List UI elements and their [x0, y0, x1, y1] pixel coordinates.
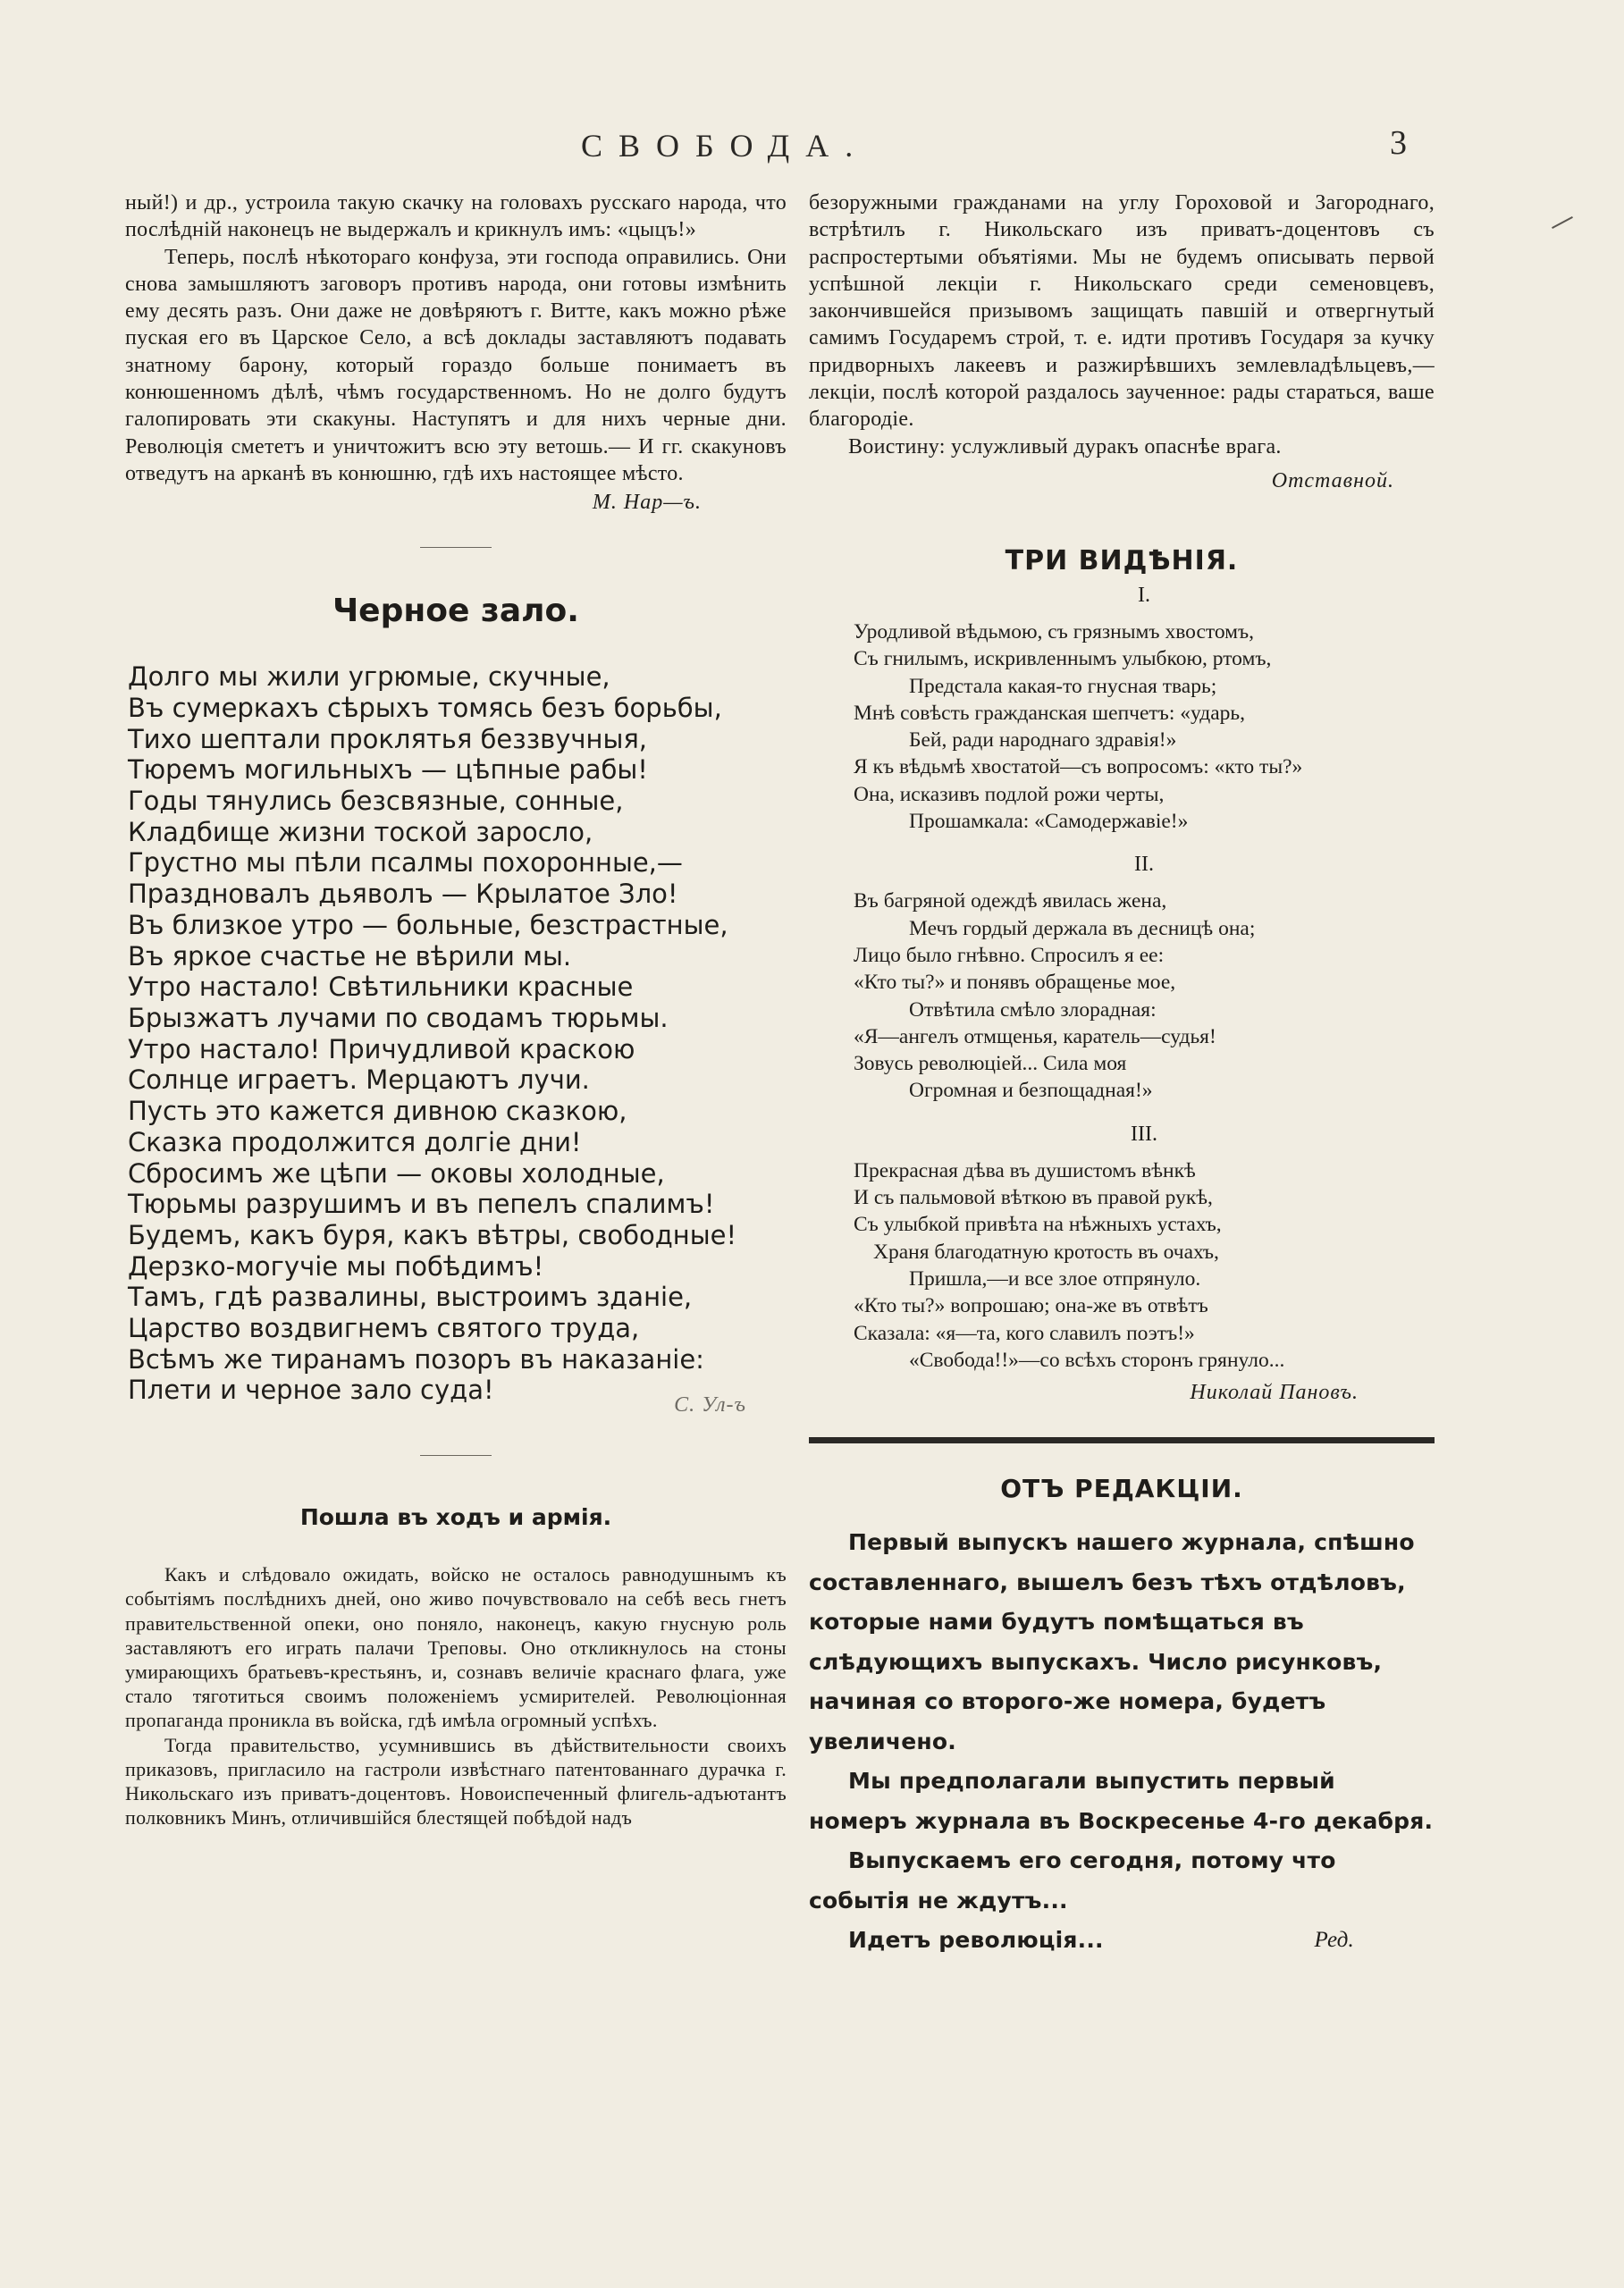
editorial-signature: Ред.: [1314, 1928, 1354, 1953]
poem-line: Въ близкое утро — больные, безстрастные,: [128, 909, 728, 940]
poem-line: Прошамкала: «Самодержавіе!»: [909, 810, 1189, 834]
left-column: [125, 189, 787, 1830]
running-head-title: СВОБОДА.: [581, 128, 870, 164]
section-rule: [809, 1437, 1435, 1443]
article-title: Пошла въ ходъ и армія.: [299, 1504, 612, 1531]
poem-line: Годы тянулись безсвязные, сонные,: [128, 786, 624, 817]
poem-line: Сказала: «я—та, кого славилъ поэтъ!»: [854, 1321, 1195, 1345]
article-paragraph: ный!) и др., устроила такую скачку на головахъ русскаго народа, что послѣдній наконецъ не выдержалъ и крикнулъ имъ: «цыцъ!»: [125, 191, 787, 242]
poem-signature: Николай Пановъ.: [1190, 1381, 1359, 1405]
divider: [420, 547, 492, 548]
poem-title: Черное зало.: [332, 593, 579, 630]
poem-line: Грустно мы пѣли псалмы похоронные,—: [128, 847, 683, 879]
article-paragraph: Тогда правительство, усумнившись въ дѣйствительности своихъ приказовъ, пригласило на гастроли извѣстнаго патентованнаго дурачка г. Никольскаго изъ приватъ-доцентовъ. Новоиспеченный флигель-адъютантъ полковникъ Минъ, отличившійся блестящей побѣдой надъ: [125, 1733, 787, 1830]
poem-line: Сказка продолжится долгіе дни!: [128, 1126, 582, 1157]
poem-line: Огромная и безпощадная!»: [909, 1079, 1153, 1103]
article-signature: Отставной.: [1271, 468, 1394, 492]
poem-line: Съ улыбкой привѣта на нѣжныхъ устахъ,: [854, 1213, 1222, 1237]
poem-line: Сбросимъ же цѣпи — оковы холодные,: [128, 1157, 665, 1189]
poem-line: Пришла,—и все злое отпрянуло.: [909, 1266, 1201, 1291]
poem-part-numeral: II.: [1134, 853, 1154, 877]
poem-body: [809, 584, 1435, 1374]
poem-line: Уродливой вѣдьмою, съ грязнымъ хвостомъ,: [854, 619, 1255, 644]
poem-signature: С. Ул-ъ: [674, 1393, 746, 1417]
poem-line: Солнце играетъ. Мерцаютъ лучи.: [128, 1064, 590, 1096]
poem-line: Въ сумеркахъ сѣрыхъ томясь безъ борьбы,: [128, 692, 722, 723]
poem-line: Пусть это кажется дивною сказкою,: [128, 1096, 627, 1127]
poem-line: Бей, ради народнаго здравія!»: [909, 728, 1177, 753]
article-signature: М. Нар—ъ.: [592, 491, 702, 515]
editorial-title: ОТЪ РЕДАКЦІИ.: [1000, 1474, 1243, 1504]
divider: [420, 1455, 492, 1456]
margin-pencil-mark: [1552, 216, 1573, 229]
poem-line: «Я—ангелъ отмщенья, каратель—судья!: [854, 1024, 1216, 1048]
poem-line: Я къ вѣдьмѣ хвостатой—съ вопросомъ: «кто ты?»: [854, 755, 1303, 779]
poem-line: Съ гнилымъ, искривленнымъ улыбкою, ртомъ,: [854, 647, 1272, 671]
editorial-paragraph: Идетъ революція...: [848, 1927, 1104, 1954]
poem-line: Зовусь революціей... Сила моя: [854, 1052, 1127, 1076]
poem-part-numeral: III.: [1131, 1122, 1157, 1146]
poem-title: ТРИ ВИДѢНІЯ.: [1005, 544, 1239, 576]
poem-line: Дерзко-могучіе мы побѣдимъ!: [128, 1250, 544, 1282]
poem-line: Тамъ, гдѣ развалины, выстроимъ зданіе,: [128, 1282, 693, 1313]
right-column: [809, 189, 1435, 1961]
poem-body: [125, 661, 787, 1406]
poem-line: Будемъ, какъ буря, какъ вѣтры, свободные!: [128, 1219, 737, 1250]
poem-line: Въ багряной одеждѣ явилась жена,: [854, 889, 1167, 913]
poem-line: Мечъ гордый держала въ десницѣ она;: [909, 916, 1256, 940]
poem-line: Лицо было гнѣвно. Спросилъ я ее:: [854, 943, 1165, 967]
article-continuation: [125, 189, 787, 487]
article-paragraph: Какъ и слѣдовало ожидать, войско не осталось равнодушнымъ къ событіямъ послѣднихъ дней, оно живо почувствовало на себѣ весь гнетъ правительственной опеки, оно поняло, наконецъ, какую гнусную роль заставляютъ его играть палачи Треповы. Оно откликнулось на стоны умирающихъ братьевъ-крестьянъ, и, сознавъ величіе краснаго флага, уже стало тяготиться своимъ положеніемъ усмирителей. Революціонная пропаганда проникла въ войска, гдѣ имѣла огромный успѣхъ.: [125, 1563, 787, 1732]
poem-stanza: [854, 618, 1435, 835]
article-body: [125, 1562, 787, 1830]
article-continuation: [809, 189, 1435, 460]
article-paragraph: безоружными гражданами на углу Гороховой и Загороднаго, встрѣтилъ г. Никольскаго изъ приватъ-доцентовъ съ распростертыми объятіями. Мы не будемъ описывать первой успѣшной лекціи г. Никольскаго среди семеновцевъ, закончившейся призывомъ защищать павшій и отвергнутый самимъ Государемъ строй, т. е. идти противъ Государя за кучку придворныхъ лакеевъ и разжирѣвшихъ землевладѣльцевъ,—лекціи, послѣ которой раздалось заученное: рады стараться, ваше благородіе.: [809, 191, 1435, 432]
poem-line: «Кто ты?» и понявъ обращенье мое,: [854, 971, 1176, 995]
poem-line: Отвѣтила смѣло злорадная:: [909, 997, 1157, 1022]
editorial-paragraph: Выпускаемъ его сегодня, потому что событія не ждутъ...: [809, 1847, 1336, 1914]
editorial-body: [809, 1523, 1435, 1961]
poem-line: Кладбище жизни тоской заросло,: [128, 816, 593, 847]
editorial-paragraph: Мы предполагали выпустить первый номеръ журнала въ Воскресенье 4-го декабря.: [809, 1768, 1434, 1834]
poem-line: «Кто ты?» вопрошаю; она-же въ отвѣтъ: [854, 1294, 1208, 1318]
poem-stanza: [854, 887, 1435, 1104]
poem-line: Тюрьмы разрушимъ и въ пепелъ спалимъ!: [128, 1189, 715, 1220]
poem-stanza: [854, 1157, 1435, 1374]
poem-line: Мнѣ совѣсть гражданская шепчетъ: «ударь,: [854, 701, 1245, 725]
page-number: 3: [1390, 124, 1407, 162]
poem-line: Плети и черное зало суда!: [128, 1375, 494, 1406]
poem-line: И съ пальмовой вѣткою въ правой рукѣ,: [854, 1186, 1213, 1210]
poem-line: Долго мы жили угрюмые, скучные,: [128, 661, 610, 693]
poem-line: Прекрасная дѣва въ душистомъ вѣнкѣ: [854, 1158, 1196, 1182]
editorial-last-line: [809, 1921, 1435, 1961]
article-paragraph: Теперь, послѣ нѣкотораго конфуза, эти господа оправились. Они снова замышляютъ заговоръ противъ народа, они готовы измѣнить ему десять разъ. Они даже не довѣряютъ г. Витте, какъ можно рѣже пуская его въ Царское Село, а всѣ доклады заставляютъ подавать знатному барону, который гораздо больше понимаетъ въ конюшенномъ дѣлѣ, чѣмъ государственномъ. Но не долго будутъ галопировать эти скакуны. Наступятъ и для нихъ черные дни. Революція смететъ и уничтожитъ всю эту ветошь.— И гг. скакуновъ отведутъ на арканѣ въ конюшню, гдѣ ихъ настоящее мѣсто.: [125, 245, 787, 485]
poem-line: Праздновалъ дьяволъ — Крылатое Зло!: [128, 879, 678, 910]
poem-line: Предстала какая-то гнусная тварь;: [909, 674, 1217, 698]
poem-line: Храня благодатную кротость въ очахъ,: [873, 1240, 1219, 1264]
editorial-paragraph: Первый выпускъ нашего журнала, спѣшно составленнаго, вышелъ безъ тѣхъ отдѣловъ, которые нами будутъ помѣщаться въ слѣдующихъ выпускахъ. Число рисунковъ, начиная со второго-же номера, будетъ увеличено.: [809, 1529, 1415, 1754]
poem-part-numeral: I.: [1138, 583, 1150, 607]
poem-line: Въ яркое счастье не вѣрили мы.: [128, 940, 572, 972]
poem-line: Утро настало! Причудливой краскою: [128, 1033, 635, 1064]
poem-line: Брызжатъ лучами по сводамъ тюрьмы.: [128, 1003, 669, 1033]
poem-line: Утро настало! Свѣтильники красные: [128, 972, 634, 1003]
poem-line: Тюремъ могильныхъ — цѣпные рабы!: [128, 754, 648, 786]
poem-line: Она, исказивъ подлой рожи черты,: [854, 782, 1165, 806]
poem-line: Всѣмъ же тиранамъ позоръ въ наказаніе:: [128, 1343, 704, 1375]
poem-line: «Свобода!!»—со всѣхъ сторонъ грянуло...: [909, 1348, 1285, 1372]
poem-line: Царство воздвигнемъ святого труда,: [128, 1313, 640, 1344]
poem-line: Тихо шептали проклятья беззвучныя,: [128, 723, 648, 754]
article-paragraph: Воистину: услужливый дуракъ опаснѣе врага.: [848, 434, 1282, 458]
